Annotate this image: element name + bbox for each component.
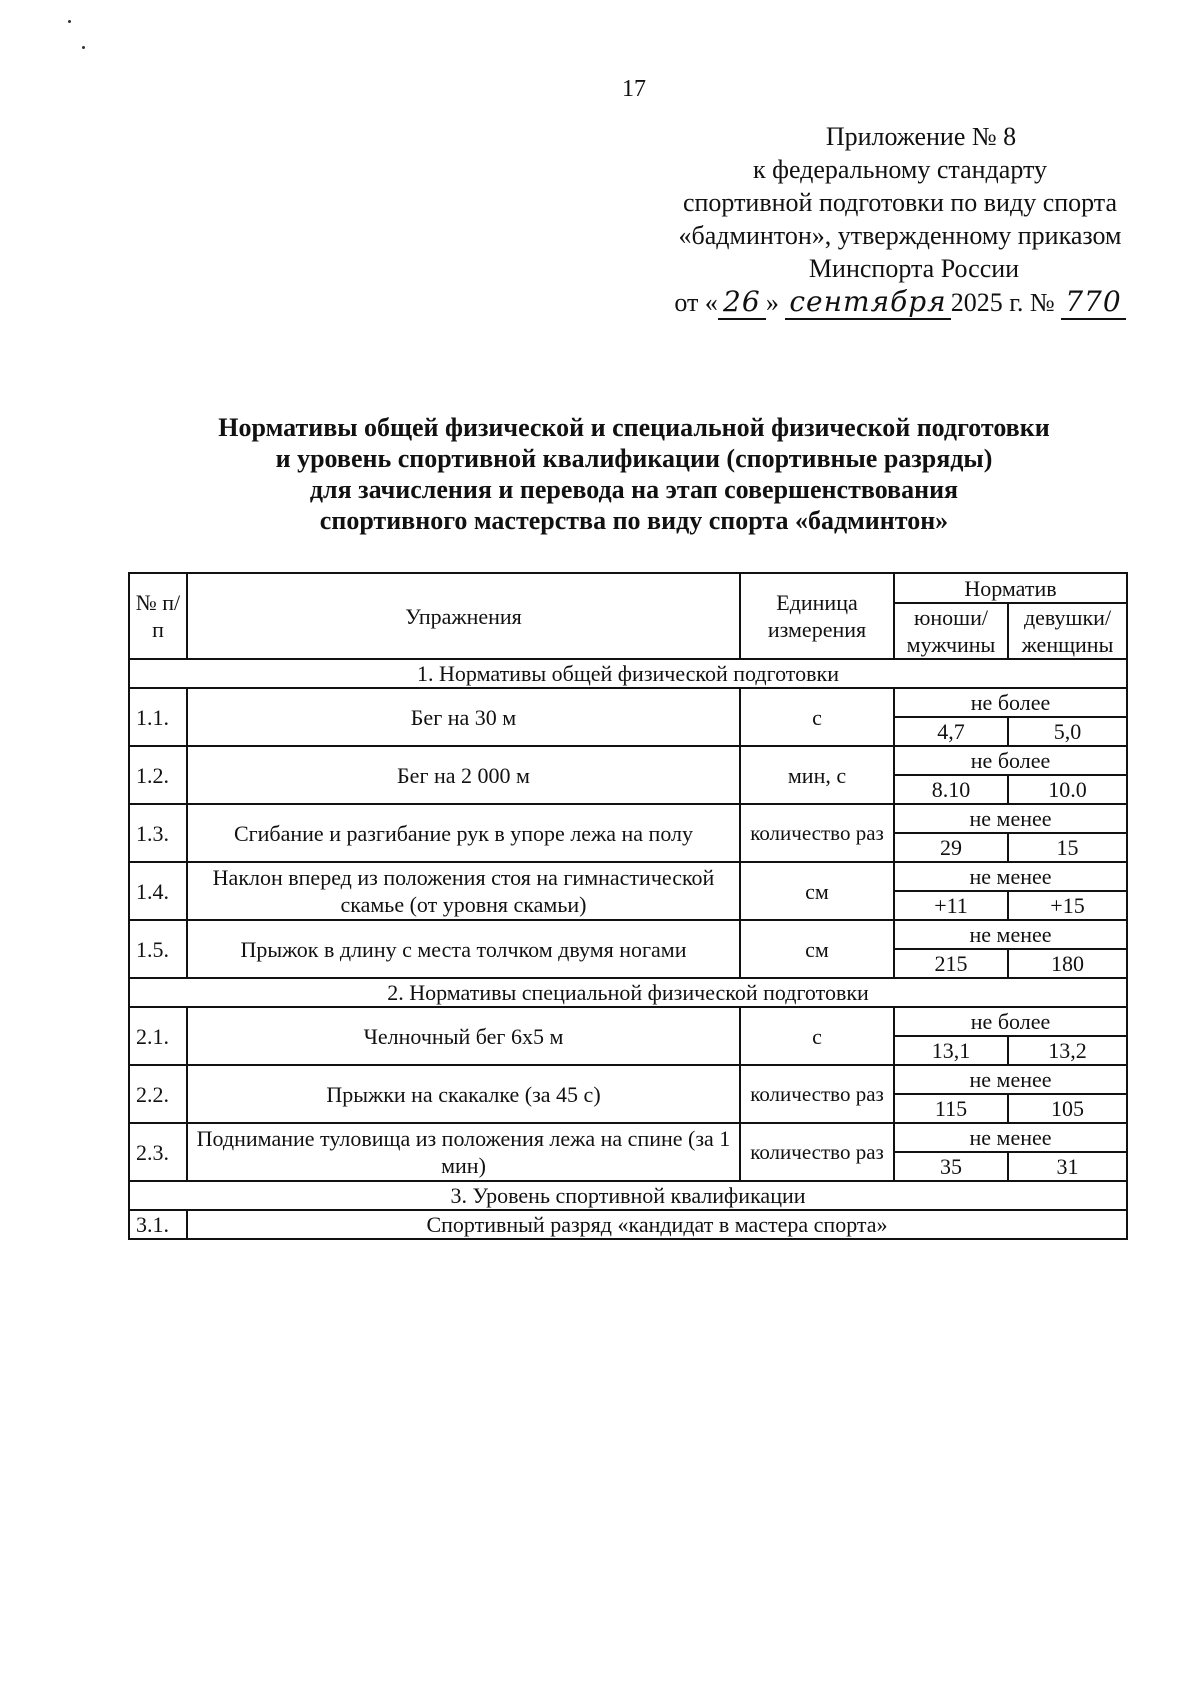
- value-boys: 35: [894, 1152, 1008, 1181]
- table-row: [129, 1065, 1127, 1094]
- title-line: для зачисления и перевода на этап совершенствования: [309, 475, 959, 504]
- value-girls: +15: [1008, 891, 1127, 920]
- value-girls: 5,0: [1008, 717, 1127, 746]
- row-number: 1.1.: [129, 688, 187, 746]
- title-line: и уровень спортивной квалификации (спортивные разряды): [275, 444, 993, 473]
- scan-speck: [68, 20, 71, 23]
- row-exercise: Наклон вперед из положения стоя на гимнастической скамье (от уровня скамьи): [187, 862, 740, 920]
- page-number: 17: [622, 76, 646, 102]
- row-number: 1.5.: [129, 920, 187, 978]
- row-unit: с: [740, 688, 894, 746]
- table-row: [129, 920, 1127, 949]
- row-unit: количество раз: [740, 804, 894, 862]
- row-exercise: Бег на 30 м: [187, 688, 740, 746]
- section-row: [129, 978, 1127, 1007]
- appendix-line: Минспорта России: [808, 254, 1020, 283]
- header-unit: Единица измерения: [740, 573, 894, 659]
- row-unit: с: [740, 1007, 894, 1065]
- row-condition: не менее: [894, 1123, 1127, 1152]
- row-exercise: Прыжки на скакалке (за 45 с): [187, 1065, 740, 1123]
- appendix-header: [600, 120, 1200, 320]
- row-number: 2.2.: [129, 1065, 187, 1123]
- value-boys: 29: [894, 833, 1008, 862]
- row-unit: мин, с: [740, 746, 894, 804]
- header-boys: юноши/ мужчины: [894, 603, 1008, 659]
- norms-table: [128, 572, 1128, 1240]
- appendix-line: «бадминтон», утвержденному приказом: [678, 221, 1122, 250]
- section-title: 3. Уровень спортивной квалификации: [129, 1181, 1127, 1210]
- value-girls: 15: [1008, 833, 1127, 862]
- row-number: 2.3.: [129, 1123, 187, 1181]
- table-row: [129, 746, 1127, 775]
- row-number: 1.3.: [129, 804, 187, 862]
- row-condition: не менее: [894, 862, 1127, 891]
- value-boys: +11: [894, 891, 1008, 920]
- row-condition: не более: [894, 688, 1127, 717]
- header-girls: девушки/ женщины: [1008, 603, 1127, 659]
- scan-speck: [82, 46, 85, 49]
- row-exercise: Челночный бег 6х5 м: [187, 1007, 740, 1065]
- table-row: [129, 688, 1127, 717]
- appendix-line: Приложение № 8: [825, 122, 1017, 151]
- header-row: [129, 573, 1127, 603]
- row-condition: не менее: [894, 804, 1127, 833]
- handwritten-day: 26: [718, 285, 766, 320]
- section-row: [129, 1181, 1127, 1210]
- row-condition: не более: [894, 1007, 1127, 1036]
- value-girls: 105: [1008, 1094, 1127, 1123]
- table-row: [129, 1123, 1127, 1152]
- row-condition: не более: [894, 746, 1127, 775]
- appendix-line: спортивной подготовки по виду спорта: [682, 188, 1118, 217]
- row-exercise: Спортивный разряд «кандидат в мастера спорта»: [187, 1210, 1127, 1239]
- order-date-line: [600, 285, 1200, 320]
- header-exercise: Упражнения: [187, 573, 740, 659]
- row-unit: количество раз: [740, 1065, 894, 1123]
- date-prefix: от «: [674, 288, 718, 317]
- document-title: [100, 412, 1168, 536]
- value-girls: 31: [1008, 1152, 1127, 1181]
- section-row: [129, 659, 1127, 688]
- value-boys: 115: [894, 1094, 1008, 1123]
- value-girls: 13,2: [1008, 1036, 1127, 1065]
- row-condition: не менее: [894, 1065, 1127, 1094]
- value-boys: 215: [894, 949, 1008, 978]
- row-unit: см: [740, 920, 894, 978]
- row-number: 2.1.: [129, 1007, 187, 1065]
- table-row: [129, 1210, 1127, 1239]
- row-number: 3.1.: [129, 1210, 187, 1239]
- row-condition: не менее: [894, 920, 1127, 949]
- title-line: Нормативы общей физической и специальной физической подготовки: [218, 413, 1050, 442]
- row-unit: см: [740, 862, 894, 920]
- table-row: [129, 804, 1127, 833]
- handwritten-month: сентября: [785, 285, 950, 320]
- value-boys: 8.10: [894, 775, 1008, 804]
- row-exercise: Поднимание туловища из положения лежа на спине (за 1 мин): [187, 1123, 740, 1181]
- appendix-line: к федеральному стандарту: [752, 155, 1048, 184]
- row-number: 1.4.: [129, 862, 187, 920]
- table-row: [129, 1007, 1127, 1036]
- handwritten-order-number: 770: [1061, 285, 1125, 320]
- header-norm: Норматив: [894, 573, 1127, 603]
- value-girls: 180: [1008, 949, 1127, 978]
- section-title: 1. Нормативы общей физической подготовки: [129, 659, 1127, 688]
- row-exercise: Прыжок в длину с места толчком двумя ногами: [187, 920, 740, 978]
- date-mid: »: [765, 288, 779, 317]
- section-title: 2. Нормативы специальной физической подготовки: [129, 978, 1127, 1007]
- table-row: [129, 862, 1127, 891]
- row-exercise: Бег на 2 000 м: [187, 746, 740, 804]
- value-boys: 13,1: [894, 1036, 1008, 1065]
- date-year: 2025 г. №: [950, 288, 1055, 317]
- row-number: 1.2.: [129, 746, 187, 804]
- value-boys: 4,7: [894, 717, 1008, 746]
- row-exercise: Сгибание и разгибание рук в упоре лежа на полу: [187, 804, 740, 862]
- title-line: спортивного мастерства по виду спорта «бадминтон»: [319, 506, 949, 535]
- header-num: № п/п: [129, 573, 187, 659]
- value-girls: 10.0: [1008, 775, 1127, 804]
- row-unit: количество раз: [740, 1123, 894, 1181]
